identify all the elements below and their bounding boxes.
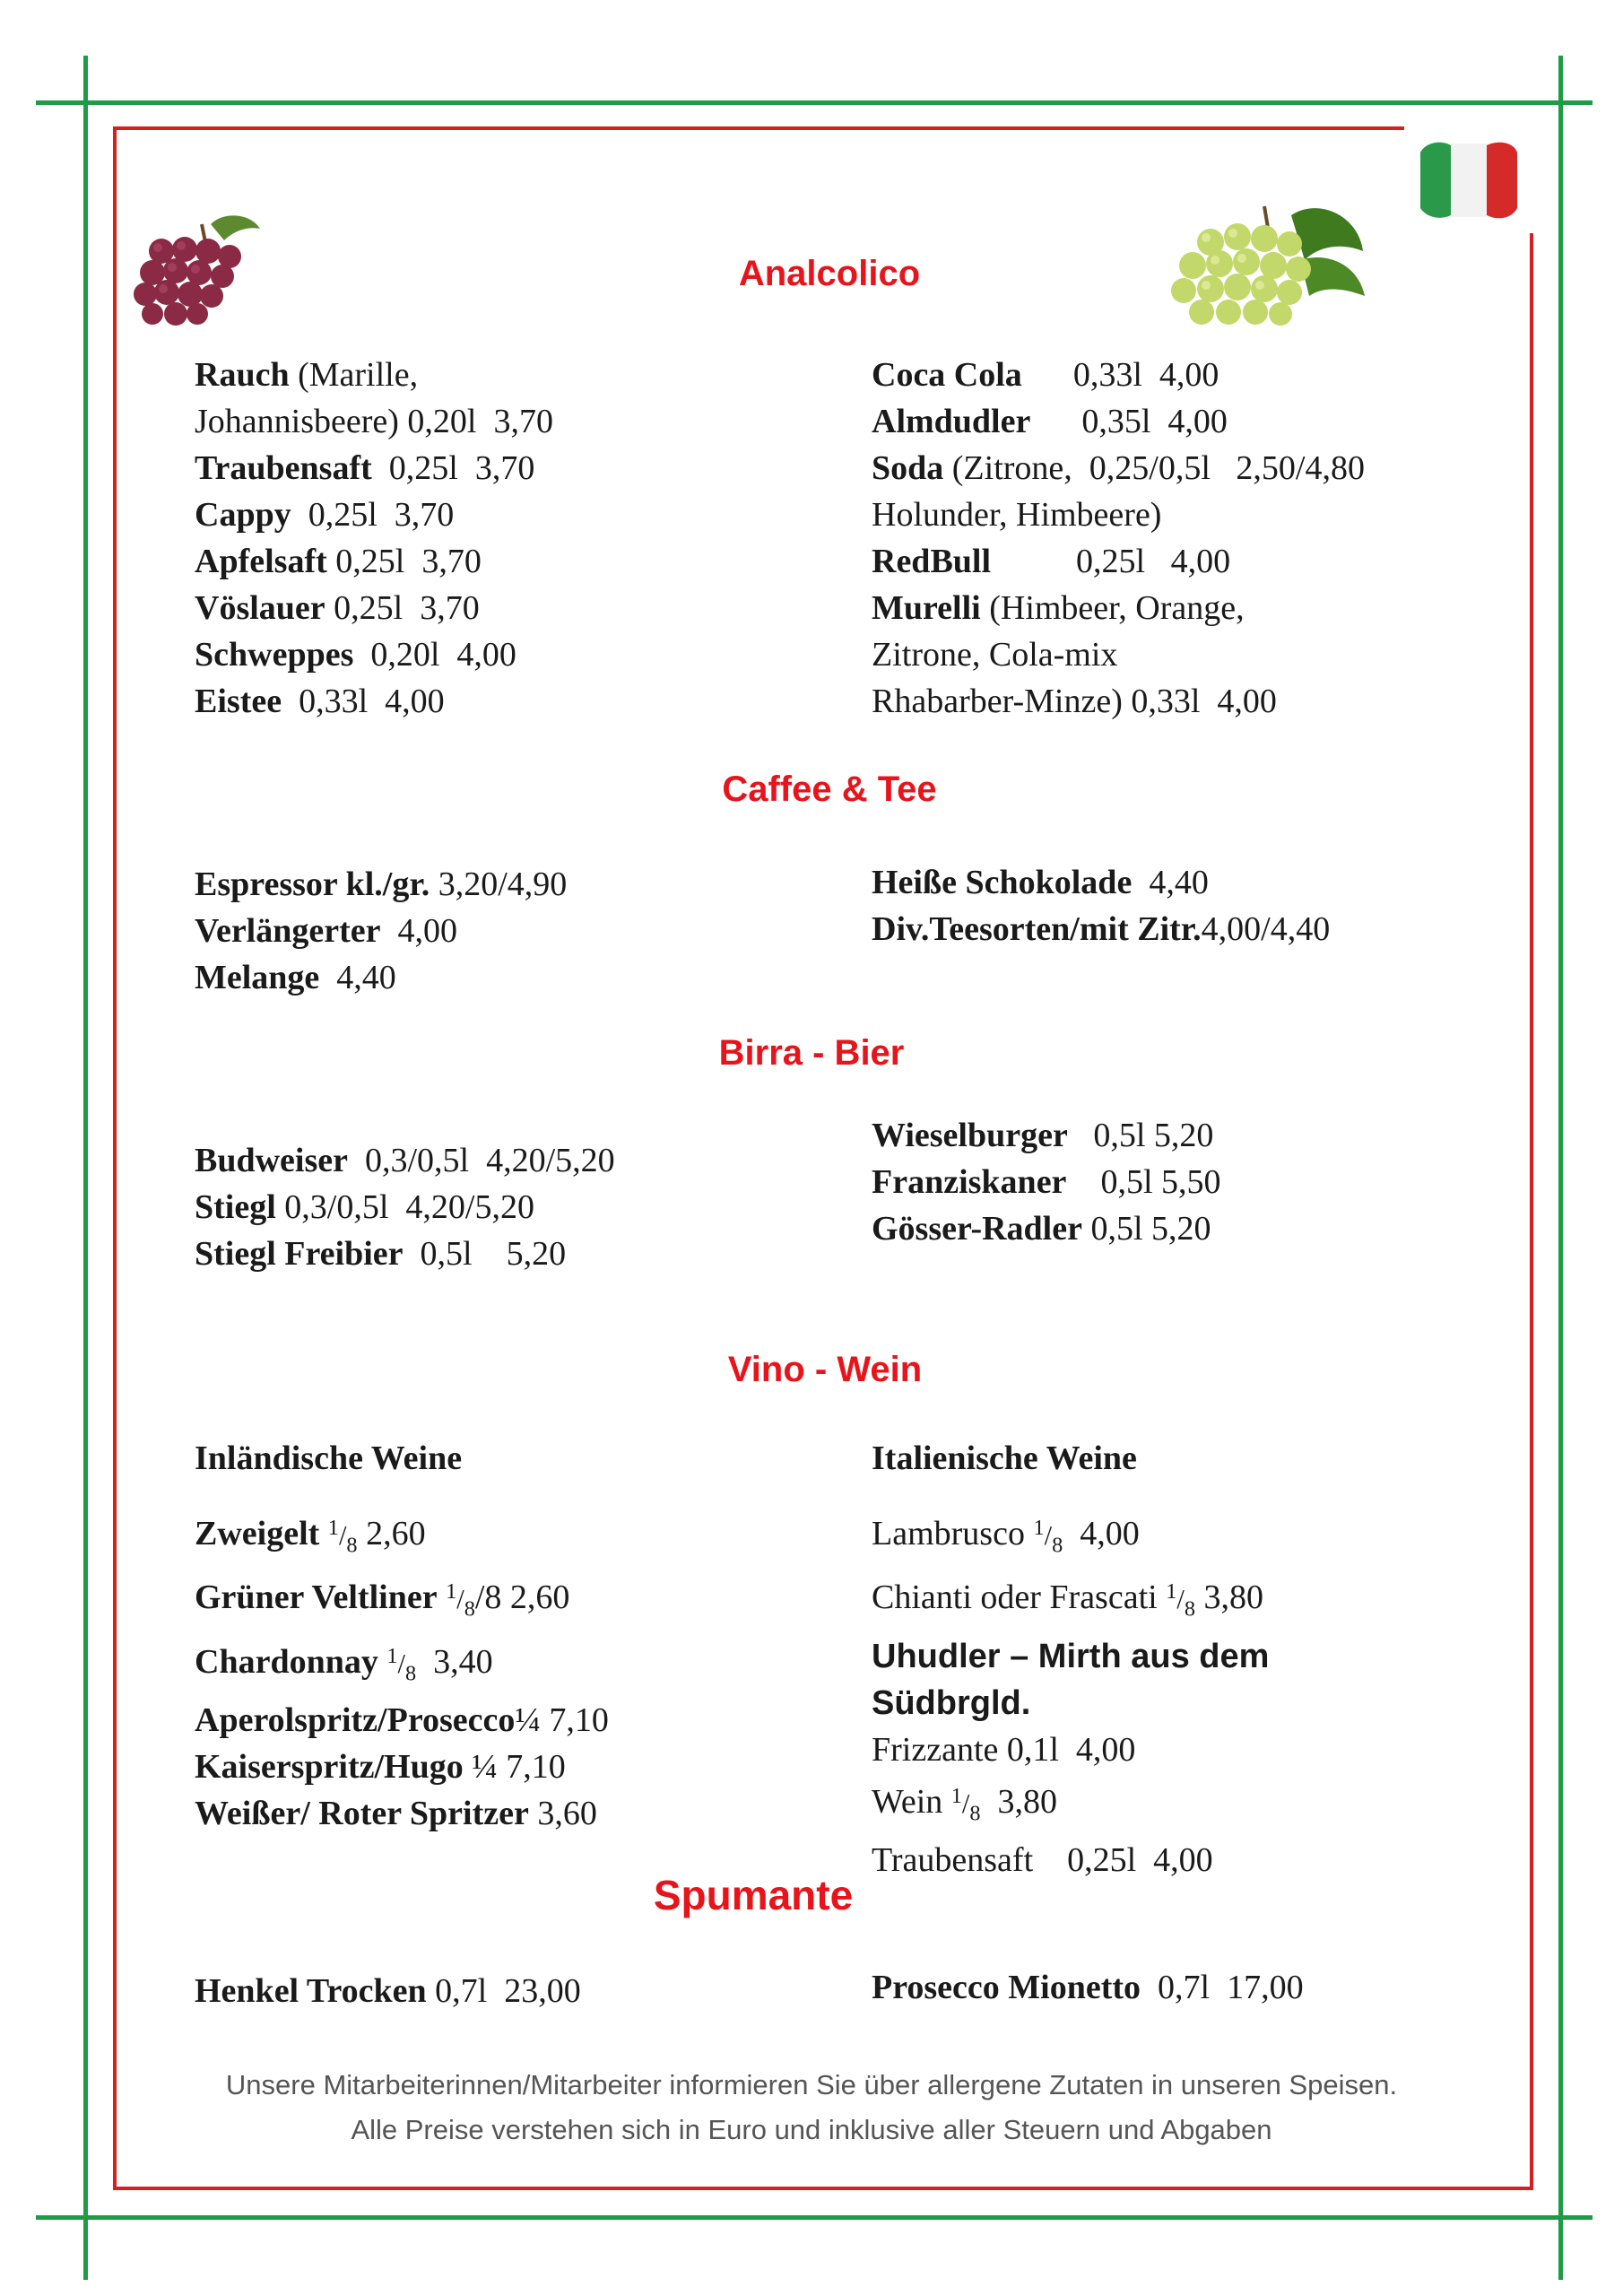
green-border-right: [1558, 56, 1563, 2280]
menu-item: Wieselburger 0,5l 5,20: [872, 1117, 1214, 1154]
menu-item: Holunder, Himbeere): [872, 496, 1162, 534]
menu-item: Vöslauer 0,25l 3,70: [195, 589, 480, 627]
menu-item: Frizzante 0,1l 4,00: [872, 1730, 1136, 1769]
menu-item: Chianti oder Frascati $^1/_8$ 3,80: [872, 1578, 1263, 1622]
red-border-bottom: [113, 2187, 1533, 2190]
menu-item: Espressor kl./gr. 3,20/4,90: [195, 865, 568, 903]
menu-item: Wein $^1/_8$ 3,80: [872, 1782, 1058, 1826]
menu-item: Schweppes 0,20l 4,00: [195, 636, 516, 674]
menu-item: Div.Teesorten/mit Zitr.4,00/4,40: [872, 910, 1331, 948]
red-border-top: [113, 126, 1404, 130]
menu-item: Johannisbeere) 0,20l 3,70: [195, 403, 553, 440]
green-border-top: [36, 100, 1593, 105]
menu-item: Melange 4,40: [195, 959, 396, 996]
menu-item: Zitrone, Cola-mix: [872, 636, 1118, 674]
spumante-left: [195, 1968, 581, 2014]
menu-item: Cappy 0,25l 3,70: [195, 496, 455, 534]
section-birra-bier: Birra - Bier: [718, 1033, 905, 1073]
vino-right-list: [872, 1505, 1269, 1883]
menu-item: Weißer/ Roter Spritzer 3,60: [195, 1795, 597, 1833]
menu-item: Stiegl Freibier 0,5l 5,20: [195, 1235, 567, 1273]
vino-left-heading: Inländische Weine: [195, 1439, 463, 1477]
menu-item: Aperolspritz/Prosecco¼ 7,10: [195, 1701, 609, 1740]
menu-item: Budweiser 0,3/0,5l 4,20/5,20: [195, 1142, 615, 1179]
spumante-right: [872, 1964, 1304, 2011]
menu-item: Kaiserspritz/Hugo ¼ 7,10: [195, 1748, 566, 1787]
analcolico-right-list: [872, 352, 1365, 725]
section-caffee-tee: Caffee & Tee: [722, 770, 937, 809]
section-vino-wein: Vino - Wein: [727, 1350, 923, 1389]
vino-left-list: [195, 1505, 609, 1837]
menu-item: Henkel Trocken 0,7l 23,00: [195, 1972, 581, 2010]
menu-item: Stiegl 0,3/0,5l 4,20/5,20: [195, 1188, 534, 1226]
footer-line-2: Alle Preise verstehen sich in Euro und inklusive aller Steuern und Abgaben: [351, 2114, 1272, 2145]
footer-line-1: Unsere Mitarbeiterinnen/Mitarbeiter informieren Sie über allergene Zutaten in unseren Speisen.: [225, 2069, 1398, 2100]
footer-allergen-note: [0, 2063, 1623, 2152]
section-analcolico: Analcolico: [738, 254, 921, 293]
green-border-bottom: [36, 2215, 1593, 2220]
menu-item: Rhabarber-Minze) 0,33l 4,00: [872, 683, 1277, 720]
menu-item: Murelli (Himbeer, Orange,: [872, 589, 1245, 627]
menu-item: Traubensaft 0,25l 3,70: [195, 449, 535, 487]
menu-item: Gösser-Radler 0,5l 5,20: [872, 1210, 1211, 1248]
green-border-left: [83, 56, 88, 2280]
menu-item: Soda (Zitrone, 0,25/0,5l 2,50/4,80: [872, 449, 1365, 487]
menu-item: Chardonnay $^1/_8$ 3,40: [195, 1642, 493, 1686]
menu-item: Traubensaft 0,25l 4,00: [872, 1841, 1213, 1880]
menu-item: Uhudler – Mirth aus dem: [872, 1637, 1270, 1675]
caffee-right-list: [872, 859, 1330, 952]
birra-right-list: [872, 1112, 1221, 1252]
menu-item: Franziskaner 0,5l 5,50: [872, 1163, 1221, 1201]
menu-item: Verlängerter 4,00: [195, 912, 457, 950]
section-spumante: Spumante: [653, 1872, 854, 1918]
menu-item: Apfelsaft 0,25l 3,70: [195, 543, 482, 580]
menu-item: Grüner Veltliner $^1/_8/8$ 2,60: [195, 1578, 570, 1622]
menu-item: Prosecco Mionetto 0,7l 17,00: [872, 1969, 1304, 2006]
vino-right-heading: Italienische Weine: [872, 1439, 1137, 1477]
menu-item: Almdudler 0,35l 4,00: [872, 403, 1228, 440]
menu-item: Heiße Schokolade 4,40: [872, 864, 1209, 901]
caffee-left-list: [195, 861, 567, 1001]
menu-item: Zweigelt $^1/_8$ 2,60: [195, 1514, 426, 1558]
analcolico-left-list: [195, 352, 553, 725]
italian-flag-icon: [1415, 135, 1523, 224]
menu-item: Eistee 0,33l 4,00: [195, 683, 445, 720]
menu-item: Südbrgld.: [872, 1683, 1031, 1722]
menu-item: Rauch (Marille,: [195, 356, 419, 394]
menu-item: RedBull 0,25l 4,00: [872, 543, 1231, 580]
menu-item: Coca Cola 0,33l 4,00: [872, 356, 1219, 394]
birra-left-list: [195, 1137, 615, 1277]
menu-item: Lambrusco $^1/_8$ 4,00: [872, 1514, 1140, 1558]
